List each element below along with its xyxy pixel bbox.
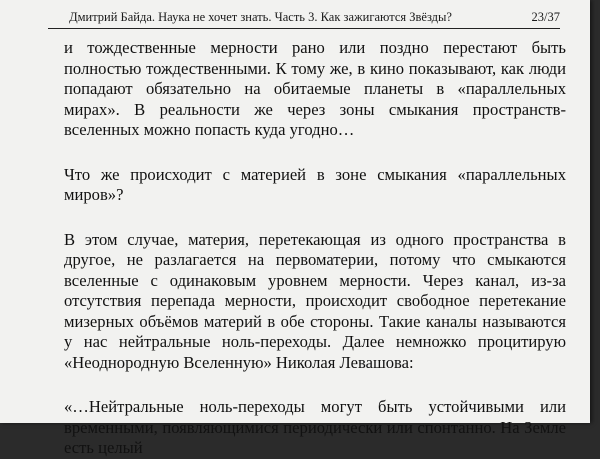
paragraph-3: В этом случае, материя, перетекающая из одного пространства в другое, не разлагается на первоматерии, потому что смыкаются вселенные с одинаковым уровнем мерности. Через канал, из-за отсутствия перепада мерности, происходит свободное перетекание мизерных объёмов материй в обе стороны. Такие каналы называются у нас нейтральные ноль-переходы. Далее немножко процитирую «Неоднородную Вселенную» Николая Левашова:: [64, 229, 566, 372]
paragraph-2: [64, 165, 566, 206]
paragraph-4: «…Нейтральные ноль-переходы могут быть устойчивыми или временными, появляющимися периодически или спонтанно. На Земле есть целый: [64, 397, 566, 457]
document-body: [64, 38, 566, 459]
page-number: 23/37: [531, 10, 560, 24]
paragraph-2-text: Что же происходит с материей в зоне смыкания «параллельных миров»?: [64, 164, 566, 204]
header-title: Дмитрий Байда. Наука не хочет знать. Часть 3. Как зажигаются Звёзды?: [69, 10, 452, 24]
page-header: [48, 8, 560, 29]
paragraph-1: и тождественные мерности рано или поздно перестают быть полностью тождественными. К тому же, в кино показывают, как люди попадают обязательно на обитаемые планеты в «параллельных мирах». В реальности же через зоны смыкания пространств-вселенных можно попасть куда угодно…: [64, 38, 566, 139]
